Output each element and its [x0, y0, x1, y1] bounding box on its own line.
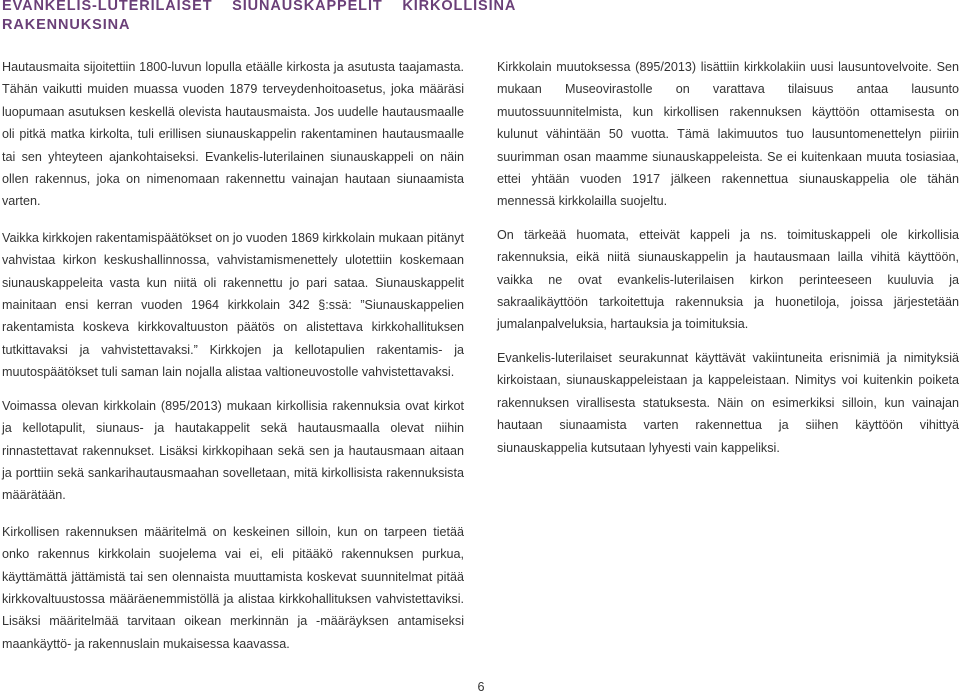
heading-line-1: EVANKELIS-LUTERILAISET SIUNAUSKAPPELIT KIRKOLLISINA — [2, 0, 517, 14]
left-text-column — [2, 56, 464, 666]
paragraph: Hautausmaita sijoitettiin 1800-luvun lopulla etäälle kirkosta ja asutusta taajamasta. Tähän vaikutti muiden muassa vuoden 1879 terveydenhoitoasetus, joka määräsi luopumaan asutuksen keskellä olevista hautausmaista. Jos uudelle hautausmaalle oli pitkä matka kirkolta, tuli erillisen siunauskappelin rakentaminen hautausmaalle tai sen yhteyteen ajankohtaiseksi. Evankelis-luterilainen siunauskappeli on näin ollen rakennus, joka on nimenomaan rakennettu vainajan hautaan siunaamista varten. — [2, 60, 464, 209]
right-text-column — [497, 56, 959, 470]
page-heading — [2, 0, 517, 35]
paragraph: Vaikka kirkkojen rakentamispäätökset on jo vuoden 1869 kirkkolain mukaan pitänyt vahvistaa kirkon keskushallinnossa, vahvistamismenettely ulotettiin koskemaan siunauskappeleita vasta kun niitä oli rakennettu jo pari sataa. Siunauskappelit mainitaan ensi kerran vuoden 1964 kirkkolain 342 §:ssä: ”Siunauskappelien rakentamista koskeva kirkkovaltuuston päätös on alistettava kirkkohallituksen tutkittavaksi ja vahvistettavaksi.” Kirkkojen ja kellotapulien rakentamis- ja muutospäätökset tuli saman lain nojalla alistaa valtioneuvostolle vahvistettavaksi. — [2, 230, 464, 380]
paragraph: Kirkkolain muutoksessa (895/2013) lisättiin kirkkolakiin uusi lausuntovelvoite. Sen mukaan Museovirastolle on varattava tilaisuus antaa lausunto muutossuunnitelmista, kun kirkollisen rakennuksen käyttöön ottamisesta on kulunut vähintään 50 vuotta. Tämä lakimuutos tuo lausuntomenettelyn piiriin suurimman osan maamme siunauskappeleista. Se ei kuitenkaan muuta tosiasiaa, ettei yhtään vuoden 1917 jälkeen rakennettua siunauskappelia ole tähän mennessä kirkkolailla suojeltu. — [497, 60, 959, 209]
paragraph: Kirkollisen rakennuksen määritelmä on keskeinen silloin, kun on tarpeen tietää onko rakennus kirkkolain suojelema vai ei, eli pitääkö rakennuksen purkua, käyttämättä jättämistä tai sen olennaista muuttamista koskevat suunnitelmat pitää kirkkovaltuustossa määräenemmistöllä ja alistaa kirkkohallituksen vahvistettaviksi. Lisäksi määritelmää tarvitaan oikean merkinnän ja -määräyksen antamiseksi maankäyttö- ja rakennuslain mukaisessa kaavassa. — [2, 524, 464, 651]
paragraph: Voimassa olevan kirkkolain (895/2013) mukaan kirkollisia rakennuksia ovat kirkot ja kellotapulit, siunaus- ja hautakappelit sekä hautausmaalla olevat niihin rinnastettavat rakennukset. Lisäksi kirkkopihaan sekä sen ja hautausmaan aitaan ja porttiin sekä sankarihautausmaahan sovelletaan, mitä kirkollisista rakennuksista määrätään. — [2, 398, 464, 503]
paragraph: Evankelis-luterilaiset seurakunnat käyttävät vakiintuneita erisnimiä ja nimityksiä kirkoistaan, siunauskappeleistaan ja kappeleistaan. Nimitys voi kuitenkin poiketa rakennuksen virallisesta statuksesta. Näin on esimerkiksi silloin, kun vainajan hautaan siunaamista varten rakennettua ja siihen käyttöön vihittyä siunauskappelia kutsutaan lyhyesti vain kappeliksi. — [497, 350, 959, 455]
page-number: 6 — [477, 680, 485, 694]
heading-line-2: RAKENNUKSINA — [2, 17, 131, 33]
paragraph: On tärkeää huomata, etteivät kappeli ja ns. toimituskappeli ole kirkollisia rakennuksia, eikä niitä siunauskappelin ja hautausmaan lailla vihitä käyttöön, vaikka ne ovat evankelis-luterilaisen kirkon perinteeseen kuuluvia ja sakraalikäyttöön tarkoitettuja rakennuksia ja huonetiloja, joissa järjestetään jumalanpalveluksia, hartauksia ja toimituksia. — [497, 227, 959, 332]
